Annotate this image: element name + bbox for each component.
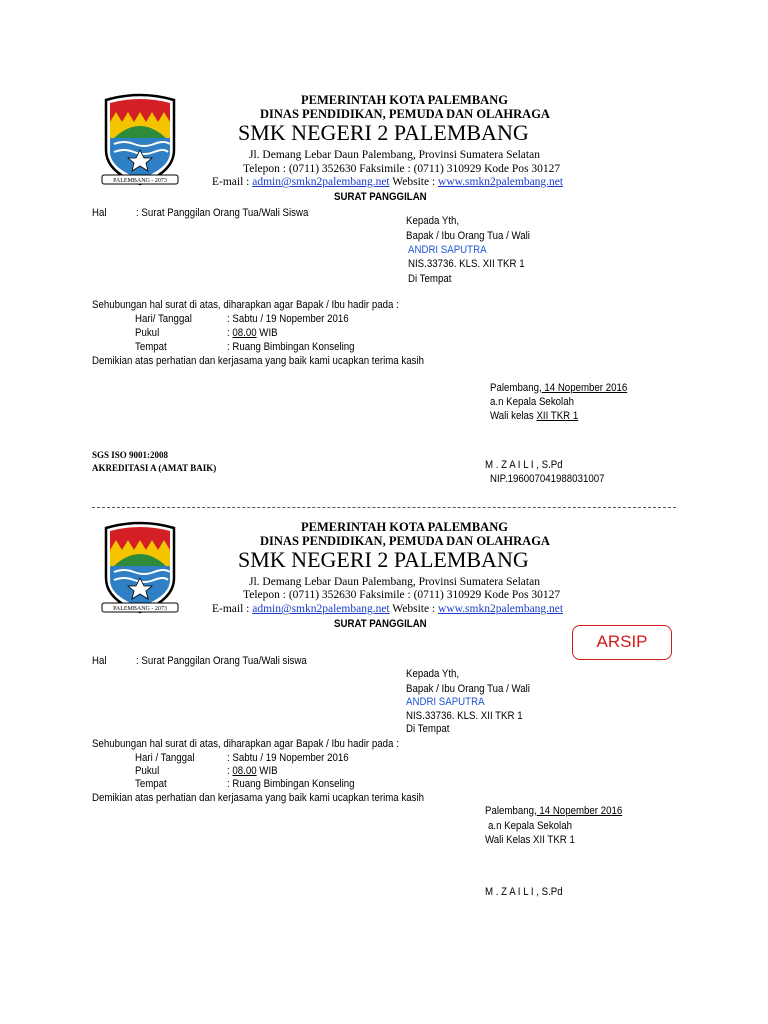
closing-text: Demikian atas perhatian dan kerjasama yang baik kami ucapkan terima kasih: [92, 355, 424, 367]
time-colon: :: [227, 327, 233, 339]
wali-label: Wali kelas: [490, 410, 537, 422]
place-label: Tempat: [135, 778, 167, 790]
sign-city: Palembang,: [485, 805, 537, 817]
akreditasi-text: AKREDITASI A (AMAT BAIK): [92, 463, 217, 473]
sign-nip: NIP.196007041988031007: [490, 473, 605, 485]
sign-city: Palembang,: [490, 382, 542, 394]
closing-text: Demikian atas perhatian dan kerjasama yang baik kami ucapkan terima kasih: [92, 792, 424, 804]
time-unit: WIB: [256, 765, 278, 777]
iso-text: SGS ISO 9001:2008: [92, 450, 169, 460]
phone: Telepon : (0711) 352630 Faksimile : (0711) 310929 Kode Pos 30127: [243, 589, 561, 601]
gov-name: PEMERINTAH KOTA PALEMBANG: [301, 93, 508, 107]
wali-class: XII TKR 1: [533, 834, 575, 846]
dept-name: DINAS PENDIDIKAN, PEMUDA DAN OLAHRAGA: [260, 107, 550, 121]
phone: Telepon : (0711) 352630 Faksimile : (0711) 310929 Kode Pos 30127: [243, 163, 561, 175]
place-label: Tempat: [135, 341, 167, 353]
day-label: Hari / Tanggal: [135, 752, 195, 764]
to-line1: Kepada Yth,: [406, 215, 460, 227]
wali-class: XII TKR 1: [536, 410, 579, 422]
day-label: Hari/ Tanggal: [135, 313, 192, 325]
sign-date-line: [485, 805, 622, 817]
to-line2: Bapak / Ibu Orang Tua / Wali: [406, 683, 530, 695]
hal-value: : Surat Panggilan Orang Tua/Wali Siswa: [136, 207, 309, 219]
hal-value: : Surat Panggilan Orang Tua/Wali siswa: [136, 655, 307, 667]
hal-label: Hal: [92, 207, 107, 219]
time-value-line: [227, 765, 278, 777]
arsip-stamp: ARSIP: [572, 625, 672, 660]
cut-line: [92, 507, 676, 508]
place-value: : Ruang Bimbingan Konseling: [227, 778, 355, 790]
school-logo: [100, 92, 180, 190]
student-name: ANDRI SAPUTRA: [406, 696, 485, 708]
website-label: Website :: [389, 603, 439, 615]
time-unit: WIB: [256, 327, 278, 339]
time-value-line: [227, 327, 278, 339]
wali-label: Wali Kelas: [485, 834, 534, 846]
website-link[interactable]: www.smkn2palembang.net: [438, 603, 564, 615]
gov-name: PEMERINTAH KOTA PALEMBANG: [301, 520, 508, 534]
student-name: ANDRI SAPUTRA: [408, 244, 487, 256]
time-value: 08.00: [232, 327, 257, 339]
sign-date-line: [490, 382, 627, 394]
sign-an: a.n Kepala Sekolah: [488, 820, 572, 832]
to-place: Di Tempat: [408, 273, 452, 285]
intro-text: Sehubungan hal surat di atas, diharapkan agar Bapak / Ibu hadir pada :: [92, 299, 399, 311]
email-label: E-mail :: [212, 603, 253, 615]
student-nis: NIS.33736. KLS. XII TKR 1: [408, 258, 525, 270]
time-label: Pukul: [135, 765, 160, 777]
place-value: : Ruang Bimbingan Konseling: [227, 341, 355, 353]
to-line2: Bapak / Ibu Orang Tua / Wali: [406, 230, 530, 242]
time-colon: :: [227, 765, 233, 777]
sign-date: 14 Nopember 2016: [541, 382, 628, 394]
letter-title: SURAT PANGGILAN: [334, 618, 427, 630]
sign-wali-line: [490, 410, 578, 422]
school-name: SMK NEGERI 2 PALEMBANG: [238, 120, 529, 145]
address: Jl. Demang Lebar Daun Palembang, Provinsi Sumatera Selatan: [249, 149, 540, 161]
email-label: E-mail :: [212, 176, 253, 188]
intro-text: Sehubungan hal surat di atas, diharapkan agar Bapak / Ibu hadir pada :: [92, 738, 399, 750]
sign-wali-line: [485, 834, 575, 846]
to-line1: Kepada Yth,: [406, 668, 460, 680]
sign-date: 14 Nopember 2016: [536, 805, 623, 817]
email-link[interactable]: admin@smkn2palembang.net: [252, 603, 390, 615]
to-place: Di Tempat: [406, 723, 450, 735]
day-value: : Sabtu / 19 Nopember 2016: [227, 313, 349, 325]
address: Jl. Demang Lebar Daun Palembang, Provinsi Sumatera Selatan: [249, 576, 540, 588]
time-label: Pukul: [135, 327, 160, 339]
website-link[interactable]: www.smkn2palembang.net: [438, 176, 564, 188]
website-label: Website :: [389, 176, 439, 188]
hal-label: Hal: [92, 655, 107, 667]
contact-line: [212, 176, 563, 188]
sign-name: M . Z A I L I , S.Pd: [485, 886, 563, 898]
contact-line: [212, 603, 563, 615]
sign-an: a.n Kepala Sekolah: [490, 396, 574, 408]
day-value: : Sabtu / 19 Nopember 2016: [227, 752, 349, 764]
logo-text: PALEMBANG - 2073: [113, 606, 167, 612]
time-value: 08.00: [232, 765, 257, 777]
sign-name: M . Z A I L I , S.Pd: [485, 459, 563, 471]
school-logo: [100, 520, 180, 618]
student-nis: NIS.33736. KLS. XII TKR 1: [406, 710, 523, 722]
school-name: SMK NEGERI 2 PALEMBANG: [238, 547, 529, 572]
logo-text: PALEMBANG - 2073: [113, 178, 167, 184]
email-link[interactable]: admin@smkn2palembang.net: [252, 176, 390, 188]
dept-name: DINAS PENDIDIKAN, PEMUDA DAN OLAHRAGA: [260, 534, 550, 548]
letter-title: SURAT PANGGILAN: [334, 191, 427, 203]
